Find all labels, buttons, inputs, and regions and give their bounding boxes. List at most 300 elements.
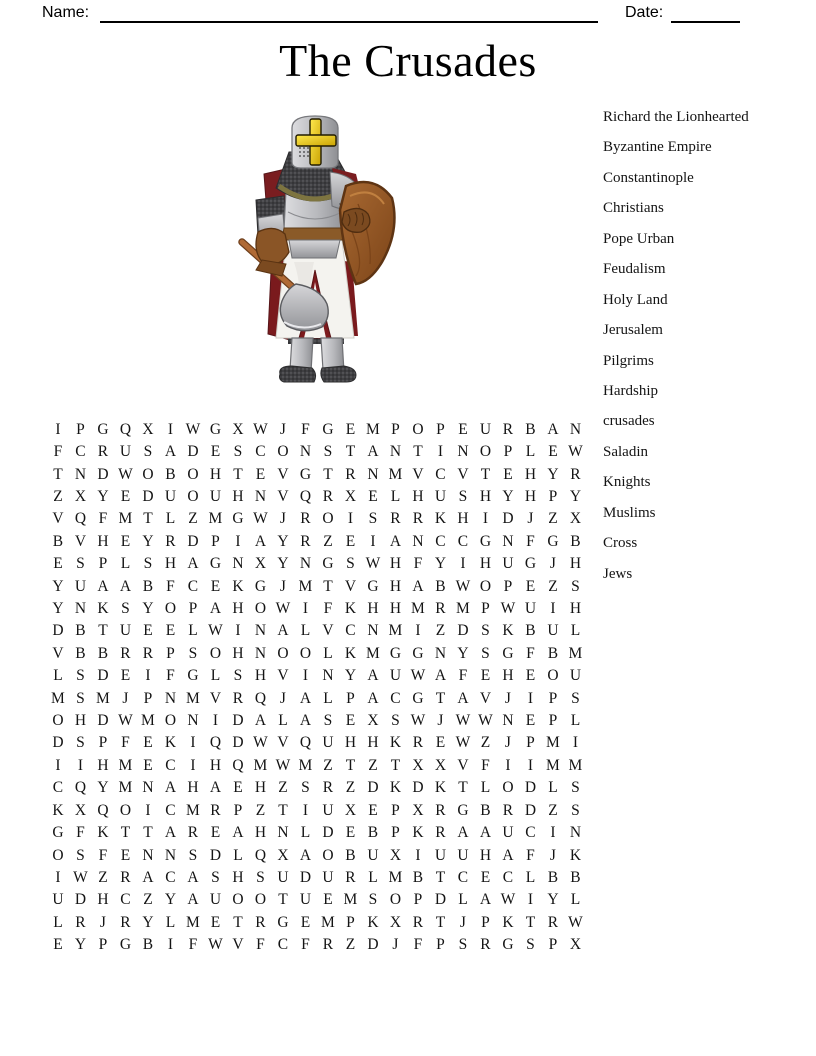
grid-letter: A bbox=[187, 868, 199, 886]
grid-letter: K bbox=[97, 600, 109, 618]
grid-letter: E bbox=[435, 734, 446, 752]
grid-letter: I bbox=[167, 936, 174, 954]
grid-letter: E bbox=[120, 846, 131, 864]
grid-letter: N bbox=[299, 443, 312, 461]
grid-letter: V bbox=[344, 577, 357, 595]
grid-letter: S bbox=[391, 712, 400, 730]
grid-letter: Z bbox=[345, 936, 356, 954]
grid-letter: C bbox=[75, 443, 86, 461]
grid-letter: G bbox=[187, 667, 199, 685]
grid-letter: P bbox=[548, 488, 558, 506]
grid-letter: C bbox=[345, 622, 356, 640]
grid-letter: T bbox=[345, 756, 356, 774]
word-list-item: Saladin bbox=[603, 443, 648, 460]
date-blank-line bbox=[671, 21, 740, 23]
grid-letter: R bbox=[435, 801, 446, 819]
grid-letter: L bbox=[120, 555, 131, 573]
grid-letter: F bbox=[526, 846, 535, 864]
grid-letter: L bbox=[368, 868, 378, 886]
grid-letter: I bbox=[572, 734, 579, 752]
grid-letter: S bbox=[368, 510, 378, 528]
grid-letter: K bbox=[97, 824, 109, 842]
grid-letter: B bbox=[412, 868, 424, 886]
grid-letter: H bbox=[232, 644, 244, 662]
grid-letter: I bbox=[190, 756, 196, 774]
grid-letter: R bbox=[322, 488, 334, 506]
grid-letter: R bbox=[322, 936, 334, 954]
grid-letter: Z bbox=[255, 801, 266, 819]
grid-letter: M bbox=[118, 510, 133, 528]
grid-letter: N bbox=[502, 532, 514, 550]
grid-letter: H bbox=[389, 600, 402, 618]
grid-letter: F bbox=[53, 443, 63, 461]
grid-letter: Y bbox=[547, 891, 559, 909]
grid-letter: R bbox=[120, 913, 131, 931]
grid-letter: X bbox=[142, 420, 154, 438]
grid-letter: C bbox=[435, 532, 446, 550]
grid-letter: U bbox=[524, 600, 537, 618]
grid-letter: U bbox=[209, 488, 222, 506]
grid-letter: Z bbox=[548, 577, 558, 595]
grid-letter: D bbox=[232, 712, 244, 730]
grid-letter: B bbox=[345, 846, 356, 864]
word-list-item: Knights bbox=[603, 474, 651, 491]
grid-letter: E bbox=[53, 555, 63, 573]
word-list-item: Christians bbox=[603, 200, 664, 217]
grid-letter: C bbox=[187, 577, 199, 595]
grid-letter: R bbox=[120, 644, 131, 662]
grid-letter: H bbox=[97, 756, 109, 774]
grid-letter: F bbox=[98, 846, 108, 864]
grid-letter: F bbox=[256, 936, 265, 954]
grid-letter: M bbox=[388, 465, 403, 483]
grid-letter: B bbox=[52, 532, 64, 550]
grid-letter: S bbox=[76, 846, 85, 864]
grid-letter: X bbox=[74, 801, 87, 819]
grid-letter: M bbox=[568, 756, 583, 774]
grid-letter: K bbox=[344, 600, 357, 618]
grid-letter: U bbox=[502, 824, 514, 842]
grid-letter: J bbox=[279, 510, 286, 528]
grid-letter: T bbox=[233, 913, 243, 931]
grid-letter: V bbox=[479, 689, 492, 707]
grid-letter: B bbox=[165, 465, 176, 483]
grid-letter: H bbox=[254, 667, 267, 685]
grid-letter: M bbox=[51, 689, 65, 707]
grid-letter: B bbox=[525, 622, 536, 640]
grid-letter: M bbox=[456, 600, 470, 618]
grid-letter: G bbox=[457, 801, 469, 819]
grid-letter: D bbox=[434, 891, 447, 909]
grid-letter: U bbox=[502, 555, 514, 573]
grid-letter: I bbox=[235, 532, 241, 550]
grid-letter: D bbox=[97, 712, 109, 730]
grid-letter: S bbox=[458, 488, 468, 506]
grid-letter: M bbox=[298, 756, 313, 774]
grid-letter: L bbox=[53, 667, 63, 685]
grid-letter: D bbox=[322, 824, 334, 842]
grid-letter: T bbox=[143, 824, 153, 842]
grid-letter: A bbox=[209, 779, 222, 797]
grid-letter: G bbox=[479, 532, 492, 550]
grid-letter: W bbox=[208, 622, 223, 640]
word-search-grid bbox=[47, 419, 587, 957]
grid-letter: W bbox=[455, 734, 471, 752]
grid-letter: G bbox=[524, 555, 537, 573]
grid-letter: L bbox=[570, 891, 581, 909]
grid-letter: S bbox=[526, 936, 535, 954]
word-list-item: Jerusalem bbox=[603, 322, 663, 339]
grid-letter: X bbox=[389, 913, 402, 931]
grid-letter: W bbox=[185, 420, 201, 438]
grid-letter: W bbox=[118, 712, 133, 730]
grid-letter: C bbox=[165, 801, 176, 819]
grid-letter: D bbox=[524, 801, 537, 819]
grid-letter: S bbox=[458, 936, 468, 954]
grid-letter: I bbox=[482, 510, 489, 528]
grid-letter: A bbox=[367, 443, 379, 461]
grid-letter: I bbox=[55, 756, 61, 774]
grid-letter: E bbox=[323, 891, 333, 909]
word-list-item: Holy Land bbox=[603, 291, 668, 308]
grid-letter: I bbox=[55, 868, 61, 886]
grid-letter: A bbox=[254, 532, 267, 550]
grid-letter: Y bbox=[457, 644, 469, 662]
grid-letter: T bbox=[143, 510, 153, 528]
grid-letter: F bbox=[526, 532, 535, 550]
grid-letter: K bbox=[164, 734, 177, 752]
grid-letter: K bbox=[502, 622, 514, 640]
grid-letter: O bbox=[322, 846, 334, 864]
grid-letter: B bbox=[97, 644, 109, 662]
grid-letter: M bbox=[411, 600, 425, 618]
grid-letter: P bbox=[391, 420, 400, 438]
grid-letter: Q bbox=[299, 734, 312, 752]
grid-letter: S bbox=[188, 644, 198, 662]
grid-letter: R bbox=[345, 465, 356, 483]
grid-letter: A bbox=[299, 846, 312, 864]
grid-letter: M bbox=[366, 644, 380, 662]
word-list-item: Muslims bbox=[603, 504, 656, 521]
grid-letter: V bbox=[277, 465, 289, 483]
word-list-item: Pilgrims bbox=[603, 352, 654, 369]
grid-letter: W bbox=[275, 600, 291, 618]
grid-letter: I bbox=[527, 756, 534, 774]
grid-letter: Q bbox=[209, 734, 222, 752]
grid-letter: U bbox=[457, 846, 469, 864]
grid-letter: A bbox=[299, 689, 312, 707]
grid-letter: N bbox=[434, 644, 447, 662]
grid-letter: L bbox=[300, 622, 311, 640]
grid-letter: U bbox=[322, 868, 334, 886]
grid-letter: N bbox=[367, 465, 379, 483]
word-list-item: crusades bbox=[603, 413, 655, 430]
grid-letter: L bbox=[165, 913, 176, 931]
grid-letter: D bbox=[52, 622, 64, 640]
grid-letter: H bbox=[187, 779, 199, 797]
grid-letter: L bbox=[458, 891, 468, 909]
grid-letter: E bbox=[345, 712, 356, 730]
grid-letter: S bbox=[256, 868, 265, 886]
grid-letter: Z bbox=[548, 801, 558, 819]
grid-letter: A bbox=[142, 868, 154, 886]
grid-letter: A bbox=[164, 443, 177, 461]
grid-letter: X bbox=[232, 420, 244, 438]
grid-letter: U bbox=[322, 801, 334, 819]
grid-letter: R bbox=[345, 868, 356, 886]
grid-letter: L bbox=[323, 689, 333, 707]
grid-letter: P bbox=[548, 689, 558, 707]
grid-letter: G bbox=[322, 555, 334, 573]
grid-letter: T bbox=[413, 443, 423, 461]
grid-letter: G bbox=[209, 420, 222, 438]
grid-letter: P bbox=[503, 577, 513, 595]
grid-letter: X bbox=[412, 801, 424, 819]
grid-letter: D bbox=[142, 488, 154, 506]
grid-letter: C bbox=[255, 443, 266, 461]
grid-letter: R bbox=[232, 689, 244, 707]
grid-letter: E bbox=[300, 913, 311, 931]
grid-letter: I bbox=[55, 420, 61, 438]
page-title: The Crusades bbox=[279, 35, 537, 86]
grid-letter: E bbox=[345, 824, 356, 842]
grid-letter: S bbox=[571, 779, 580, 797]
grid-letter: N bbox=[187, 712, 199, 730]
grid-letter: F bbox=[458, 667, 468, 685]
word-list-item: Feudalism bbox=[603, 261, 666, 278]
grid-letter: P bbox=[436, 936, 445, 954]
grid-letter: E bbox=[210, 577, 221, 595]
grid-letter: O bbox=[547, 667, 559, 685]
grid-letter: Q bbox=[74, 510, 87, 528]
grid-letter: X bbox=[254, 555, 267, 573]
grid-letter: R bbox=[435, 600, 446, 618]
grid-letter: J bbox=[279, 577, 286, 595]
grid-letter: R bbox=[165, 532, 176, 550]
grid-letter: S bbox=[481, 644, 490, 662]
grid-letter: E bbox=[165, 622, 176, 640]
grid-letter: B bbox=[525, 420, 536, 438]
grid-letter: I bbox=[212, 712, 219, 730]
grid-letter: X bbox=[344, 488, 357, 506]
grid-letter: W bbox=[478, 712, 493, 730]
grid-letter: G bbox=[502, 936, 514, 954]
grid-letter: A bbox=[479, 891, 492, 909]
grid-letter: A bbox=[232, 824, 244, 842]
grid-letter: R bbox=[120, 868, 131, 886]
grid-letter: L bbox=[570, 712, 581, 730]
grid-letter: S bbox=[188, 846, 198, 864]
grid-letter: P bbox=[76, 420, 85, 438]
grid-letter: H bbox=[569, 600, 582, 618]
grid-letter: Z bbox=[323, 532, 333, 550]
grid-letter: L bbox=[165, 510, 176, 528]
grid-letter: U bbox=[367, 846, 379, 864]
grid-letter: B bbox=[570, 532, 581, 550]
grid-letter: R bbox=[97, 443, 109, 461]
grid-letter: T bbox=[233, 465, 243, 483]
grid-letter: P bbox=[233, 801, 243, 819]
grid-letter: Z bbox=[323, 756, 333, 774]
grid-letter: H bbox=[524, 465, 537, 483]
grid-letter: P bbox=[188, 600, 198, 618]
grid-letter: R bbox=[255, 913, 266, 931]
grid-letter: C bbox=[457, 532, 469, 550]
grid-letter: Z bbox=[368, 756, 378, 774]
grid-letter: W bbox=[455, 577, 471, 595]
grid-letter: N bbox=[164, 846, 177, 864]
grid-letter: X bbox=[277, 846, 289, 864]
grid-letter: E bbox=[233, 779, 243, 797]
grid-letter: V bbox=[232, 936, 244, 954]
grid-letter: U bbox=[434, 846, 447, 864]
grid-letter: B bbox=[142, 936, 154, 954]
grid-letter: S bbox=[143, 443, 153, 461]
grid-letter: P bbox=[503, 443, 513, 461]
grid-letter: C bbox=[120, 891, 131, 909]
grid-letter: V bbox=[412, 465, 424, 483]
grid-letter: G bbox=[277, 913, 289, 931]
grid-letter: S bbox=[346, 555, 355, 573]
grid-letter: Z bbox=[278, 779, 288, 797]
grid-letter: G bbox=[119, 936, 132, 954]
grid-letter: C bbox=[165, 756, 176, 774]
grid-letter: O bbox=[277, 644, 289, 662]
grid-letter: U bbox=[299, 891, 312, 909]
grid-letter: O bbox=[187, 488, 199, 506]
grid-letter: O bbox=[164, 600, 177, 618]
grid-letter: A bbox=[434, 667, 447, 685]
grid-letter: H bbox=[97, 532, 109, 550]
grid-letter: U bbox=[209, 891, 222, 909]
grid-letter: M bbox=[298, 577, 313, 595]
grid-letter: O bbox=[322, 510, 334, 528]
grid-letter: U bbox=[119, 622, 132, 640]
grid-letter: X bbox=[367, 712, 379, 730]
grid-letter: O bbox=[187, 465, 199, 483]
grid-letter: L bbox=[390, 488, 401, 506]
grid-letter: M bbox=[388, 868, 403, 886]
grid-letter: L bbox=[480, 779, 491, 797]
grid-letter: C bbox=[457, 868, 469, 886]
grid-letter: L bbox=[300, 824, 311, 842]
grid-letter: S bbox=[76, 667, 85, 685]
grid-letter: E bbox=[120, 532, 131, 550]
grid-letter: Y bbox=[142, 532, 154, 550]
grid-letter: F bbox=[413, 555, 423, 573]
grid-letter: T bbox=[278, 891, 288, 909]
grid-letter: I bbox=[302, 600, 309, 618]
grid-letter: H bbox=[74, 712, 87, 730]
grid-letter: H bbox=[569, 555, 582, 573]
grid-letter: T bbox=[53, 465, 63, 483]
grid-letter: P bbox=[166, 644, 175, 662]
grid-letter: P bbox=[481, 600, 490, 618]
grid-letter: Z bbox=[98, 868, 108, 886]
grid-letter: H bbox=[232, 868, 244, 886]
word-list bbox=[603, 109, 749, 596]
grid-letter: H bbox=[524, 488, 537, 506]
grid-letter: X bbox=[389, 846, 402, 864]
grid-letter: I bbox=[77, 756, 84, 774]
grid-letter: N bbox=[142, 779, 154, 797]
grid-letter: A bbox=[502, 846, 514, 864]
grid-letter: R bbox=[435, 824, 446, 842]
grid-letter: R bbox=[480, 936, 491, 954]
grid-letter: A bbox=[209, 600, 222, 618]
grid-letter: X bbox=[434, 756, 447, 774]
grid-letter: H bbox=[232, 488, 244, 506]
grid-letter: O bbox=[502, 779, 514, 797]
grid-letter: Q bbox=[254, 846, 267, 864]
grid-letter: S bbox=[76, 734, 85, 752]
grid-letter: B bbox=[547, 868, 559, 886]
grid-letter: S bbox=[143, 555, 153, 573]
grid-letter: Y bbox=[97, 779, 109, 797]
grid-letter: I bbox=[347, 510, 354, 528]
grid-letter: N bbox=[412, 532, 424, 550]
grid-letter: W bbox=[410, 667, 426, 685]
grid-letter: P bbox=[391, 801, 400, 819]
grid-letter: C bbox=[52, 779, 64, 797]
grid-letter: Y bbox=[52, 600, 64, 618]
grid-letter: Y bbox=[74, 936, 87, 954]
grid-letter: Z bbox=[53, 488, 63, 506]
grid-letter: Q bbox=[74, 779, 87, 797]
grid-letter: G bbox=[322, 420, 334, 438]
grid-letter: R bbox=[570, 465, 581, 483]
grid-letter: A bbox=[367, 689, 379, 707]
grid-letter: I bbox=[145, 801, 151, 819]
grid-letter: W bbox=[253, 510, 268, 528]
grid-letter: M bbox=[343, 891, 358, 909]
grid-letter: H bbox=[457, 510, 469, 528]
word-list-item: Jews bbox=[603, 565, 633, 582]
grid-letter: V bbox=[457, 756, 469, 774]
grid-letter: T bbox=[435, 913, 446, 931]
grid-letter: A bbox=[412, 577, 424, 595]
grid-letter: H bbox=[412, 488, 424, 506]
grid-letter: K bbox=[434, 510, 447, 528]
grid-letter: H bbox=[209, 465, 222, 483]
grid-letter: P bbox=[346, 913, 355, 931]
grid-letter: H bbox=[232, 600, 244, 618]
grid-letter: L bbox=[278, 712, 288, 730]
grid-letter: P bbox=[211, 532, 220, 550]
grid-letter: H bbox=[389, 577, 402, 595]
grid-letter: H bbox=[367, 734, 379, 752]
grid-letter: T bbox=[435, 689, 446, 707]
grid-letter: T bbox=[435, 868, 446, 886]
word-list-item: Richard the Lionhearted bbox=[603, 109, 749, 125]
grid-letter: U bbox=[434, 488, 447, 506]
grid-letter: M bbox=[388, 622, 403, 640]
grid-letter: D bbox=[367, 936, 379, 954]
grid-letter: C bbox=[277, 936, 289, 954]
grid-letter: G bbox=[389, 644, 402, 662]
grid-letter: X bbox=[569, 510, 582, 528]
grid-letter: T bbox=[278, 801, 288, 819]
grid-letter: K bbox=[389, 779, 402, 797]
grid-letter: G bbox=[412, 644, 424, 662]
grid-letter: H bbox=[254, 824, 267, 842]
grid-letter: T bbox=[458, 779, 468, 797]
grid-letter: H bbox=[344, 734, 357, 752]
grid-letter: H bbox=[367, 600, 379, 618]
grid-letter: I bbox=[550, 824, 556, 842]
grid-letter: V bbox=[277, 488, 289, 506]
grid-letter: E bbox=[210, 913, 221, 931]
